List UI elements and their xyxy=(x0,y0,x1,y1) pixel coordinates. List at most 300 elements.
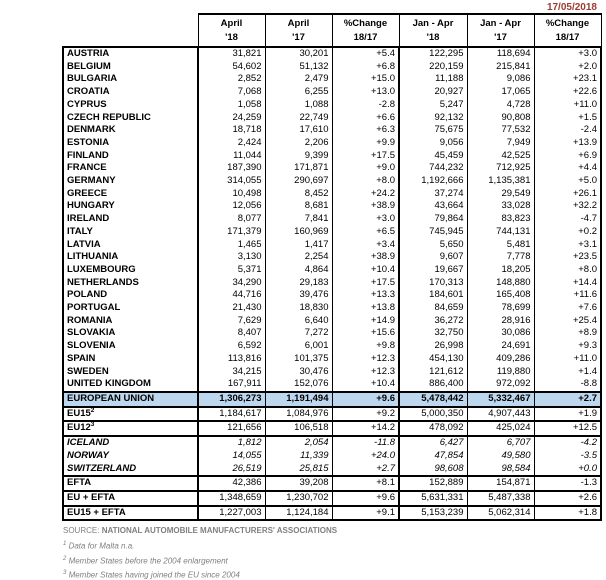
table-row-united-kingdom xyxy=(63,378,601,392)
value-cell: 167,911 xyxy=(198,378,265,392)
row-label: SPAIN xyxy=(63,353,198,366)
value-cell: -4.7 xyxy=(534,213,601,226)
footnote-marker: 3 xyxy=(90,421,95,429)
value-cell: 744,232 xyxy=(399,162,467,175)
value-cell: 2,054 xyxy=(265,436,332,450)
value-cell: +6.8 xyxy=(332,61,399,74)
table-row-croatia xyxy=(63,86,601,99)
value-cell: 14,055 xyxy=(198,450,265,463)
value-cell: 1,230,702 xyxy=(265,491,332,506)
value-cell: +2.7 xyxy=(534,392,601,407)
table-row-eu-efta xyxy=(63,491,601,506)
value-cell: 122,295 xyxy=(399,47,467,61)
table-row-denmark xyxy=(63,124,601,137)
value-cell: 1,348,659 xyxy=(198,491,265,506)
value-cell: 54,602 xyxy=(198,61,265,74)
value-cell: 2,206 xyxy=(265,137,332,150)
value-cell: 5,478,442 xyxy=(399,392,467,407)
table-row-cyprus xyxy=(63,99,601,112)
report-date: 17/05/2018 xyxy=(546,2,597,13)
table-row-greece xyxy=(63,188,601,201)
value-cell: +26.1 xyxy=(534,188,601,201)
value-cell: 18,205 xyxy=(467,264,534,277)
value-cell: +2.0 xyxy=(534,61,601,74)
row-label: IRELAND xyxy=(63,213,198,226)
value-cell: +5.0 xyxy=(534,175,601,188)
value-cell: +0.2 xyxy=(534,226,601,239)
value-cell: -11.8 xyxy=(332,436,399,450)
value-cell: 9,399 xyxy=(265,150,332,163)
value-cell: 5,371 xyxy=(198,264,265,277)
value-cell: 7,841 xyxy=(265,213,332,226)
row-label: CROATIA xyxy=(63,86,198,99)
value-cell: 187,390 xyxy=(198,162,265,175)
value-cell: 1,465 xyxy=(198,239,265,252)
value-cell: 37,274 xyxy=(399,188,467,201)
value-cell: 3,130 xyxy=(198,251,265,264)
value-cell: 5,487,338 xyxy=(467,491,534,506)
value-cell: -3.5 xyxy=(534,450,601,463)
row-label: FINLAND xyxy=(63,150,198,163)
value-cell: 44,716 xyxy=(198,289,265,302)
value-cell: +2.6 xyxy=(534,491,601,506)
row-label: UNITED KINGDOM xyxy=(63,378,198,392)
table-row-efta xyxy=(63,476,601,491)
row-label: SWITZERLAND xyxy=(63,463,198,477)
value-cell: +12.3 xyxy=(332,353,399,366)
value-cell: 9,607 xyxy=(399,251,467,264)
value-cell: 31,821 xyxy=(198,47,265,61)
row-label: SLOVENIA xyxy=(63,340,198,353)
row-label: BULGARIA xyxy=(63,73,198,86)
value-cell: 6,707 xyxy=(467,436,534,450)
value-cell: +22.6 xyxy=(534,86,601,99)
value-cell: +0.0 xyxy=(534,463,601,477)
table-row-belgium xyxy=(63,61,601,74)
value-cell: 5,631,331 xyxy=(399,491,467,506)
value-cell: 2,479 xyxy=(265,73,332,86)
table-row-luxembourg xyxy=(63,264,601,277)
value-cell: 10,498 xyxy=(198,188,265,201)
value-cell: 45,459 xyxy=(399,150,467,163)
registrations-table xyxy=(62,13,602,521)
value-cell: 18,830 xyxy=(265,302,332,315)
value-cell: 11,044 xyxy=(198,150,265,163)
value-cell: +1.5 xyxy=(534,112,601,125)
table-row-romania xyxy=(63,315,601,328)
value-cell: 425,024 xyxy=(467,421,534,436)
value-cell: 1,417 xyxy=(265,239,332,252)
table-row-estonia xyxy=(63,137,601,150)
value-cell: +3.0 xyxy=(534,47,601,61)
value-cell: 4,728 xyxy=(467,99,534,112)
value-cell: 42,386 xyxy=(198,476,265,491)
value-cell: 17,610 xyxy=(265,124,332,137)
value-cell: 8,077 xyxy=(198,213,265,226)
value-cell: 1,191,494 xyxy=(265,392,332,407)
table-row-spain xyxy=(63,353,601,366)
value-cell: 171,871 xyxy=(265,162,332,175)
value-cell: 92,132 xyxy=(399,112,467,125)
value-cell: 745,945 xyxy=(399,226,467,239)
value-cell: 9,086 xyxy=(467,73,534,86)
value-cell: 118,694 xyxy=(467,47,534,61)
value-cell: +13.8 xyxy=(332,302,399,315)
value-cell: 6,592 xyxy=(198,340,265,353)
value-cell: 6,427 xyxy=(399,436,467,450)
value-cell: -4.2 xyxy=(534,436,601,450)
value-cell: 171,379 xyxy=(198,226,265,239)
value-cell: 9,056 xyxy=(399,137,467,150)
value-cell: +8.1 xyxy=(332,476,399,491)
row-label: DENMARK xyxy=(63,124,198,137)
value-cell: 39,476 xyxy=(265,289,332,302)
value-cell: 22,749 xyxy=(265,112,332,125)
table-row-sweden xyxy=(63,366,601,379)
value-cell: 77,532 xyxy=(467,124,534,137)
value-cell: 5,153,239 xyxy=(399,506,467,521)
value-cell: 6,640 xyxy=(265,315,332,328)
value-cell: 39,208 xyxy=(265,476,332,491)
value-cell: 4,864 xyxy=(265,264,332,277)
value-cell: 160,969 xyxy=(265,226,332,239)
row-label: FRANCE xyxy=(63,162,198,175)
source-line xyxy=(63,526,337,535)
value-cell: 5,000,350 xyxy=(399,407,467,422)
row-label: PORTUGAL xyxy=(63,302,198,315)
value-cell: +6.5 xyxy=(332,226,399,239)
value-cell: 154,871 xyxy=(467,476,534,491)
value-cell: 36,272 xyxy=(399,315,467,328)
value-cell: -2.8 xyxy=(332,99,399,112)
value-cell: +25.4 xyxy=(534,315,601,328)
value-cell: +11.0 xyxy=(534,353,601,366)
value-cell: 409,286 xyxy=(467,353,534,366)
value-cell: 2,852 xyxy=(198,73,265,86)
row-label: EU15$^2$ xyxy=(63,407,198,422)
table-row-iceland xyxy=(63,436,601,450)
value-cell: 29,183 xyxy=(265,277,332,290)
value-cell: 5,247 xyxy=(399,99,467,112)
column-header: April '17 xyxy=(265,14,332,47)
value-cell: 1,088 xyxy=(265,99,332,112)
value-cell: 1,227,003 xyxy=(198,506,265,521)
value-cell: 49,580 xyxy=(467,450,534,463)
value-cell: 5,481 xyxy=(467,239,534,252)
value-cell: 30,201 xyxy=(265,47,332,61)
value-cell: 7,949 xyxy=(467,137,534,150)
value-cell: 886,400 xyxy=(399,378,467,392)
value-cell: +38.9 xyxy=(332,251,399,264)
value-cell: +10.4 xyxy=(332,378,399,392)
value-cell: 152,076 xyxy=(265,378,332,392)
value-cell: -2.4 xyxy=(534,124,601,137)
value-cell: 119,880 xyxy=(467,366,534,379)
value-cell: 101,375 xyxy=(265,353,332,366)
table-row-slovenia xyxy=(63,340,601,353)
table-row-austria xyxy=(63,47,601,61)
table-row-hungary xyxy=(63,200,601,213)
value-cell: 215,841 xyxy=(467,61,534,74)
source-label: SOURCE: xyxy=(63,526,100,535)
value-cell: +32.2 xyxy=(534,200,601,213)
value-cell: 28,916 xyxy=(467,315,534,328)
value-cell: 121,656 xyxy=(198,421,265,436)
header-row xyxy=(63,14,601,47)
row-label: ROMANIA xyxy=(63,315,198,328)
value-cell: 30,476 xyxy=(265,366,332,379)
value-cell: +9.6 xyxy=(332,491,399,506)
value-cell: 17,065 xyxy=(467,86,534,99)
value-cell: +7.6 xyxy=(534,302,601,315)
value-cell: 8,681 xyxy=(265,200,332,213)
value-cell: 1,306,273 xyxy=(198,392,265,407)
value-cell: +15.0 xyxy=(332,73,399,86)
value-cell: 75,675 xyxy=(399,124,467,137)
table-row-ireland xyxy=(63,213,601,226)
value-cell: +3.4 xyxy=(332,239,399,252)
value-cell: 19,667 xyxy=(399,264,467,277)
value-cell: 290,697 xyxy=(265,175,332,188)
value-cell: +13.3 xyxy=(332,289,399,302)
row-label: NETHERLANDS xyxy=(63,277,198,290)
row-label: HUNGARY xyxy=(63,200,198,213)
table-row-portugal xyxy=(63,302,601,315)
row-label: GREECE xyxy=(63,188,198,201)
value-cell: 7,778 xyxy=(467,251,534,264)
row-label: NORWAY xyxy=(63,450,198,463)
row-label: LITHUANIA xyxy=(63,251,198,264)
value-cell: +3.1 xyxy=(534,239,601,252)
table-row-eu12 xyxy=(63,421,601,436)
value-cell: +9.1 xyxy=(332,506,399,521)
value-cell: +6.3 xyxy=(332,124,399,137)
value-cell: 220,159 xyxy=(399,61,467,74)
value-cell: 7,068 xyxy=(198,86,265,99)
row-label: SLOVAKIA xyxy=(63,327,198,340)
value-cell: 90,808 xyxy=(467,112,534,125)
value-cell: 51,132 xyxy=(265,61,332,74)
value-cell: 24,259 xyxy=(198,112,265,125)
table-row-lithuania xyxy=(63,251,601,264)
row-label: ESTONIA xyxy=(63,137,198,150)
value-cell: +15.6 xyxy=(332,327,399,340)
value-cell: +4.4 xyxy=(534,162,601,175)
value-cell: +9.3 xyxy=(534,340,601,353)
value-cell: +9.8 xyxy=(332,340,399,353)
value-cell: 25,815 xyxy=(265,463,332,477)
value-cell: +9.6 xyxy=(332,392,399,407)
value-cell: 1,084,976 xyxy=(265,407,332,422)
column-header: %Change 18/17 xyxy=(332,14,399,47)
column-header: Jan - Apr '18 xyxy=(399,14,467,47)
value-cell: 18,718 xyxy=(198,124,265,137)
value-cell: 98,584 xyxy=(467,463,534,477)
row-label: EFTA xyxy=(63,476,198,491)
row-label: EU + EFTA xyxy=(63,491,198,506)
table-row-norway xyxy=(63,450,601,463)
value-cell: +1.8 xyxy=(534,506,601,521)
value-cell: +11.0 xyxy=(534,99,601,112)
value-cell: 972,092 xyxy=(467,378,534,392)
value-cell: +13.0 xyxy=(332,86,399,99)
value-cell: +3.0 xyxy=(332,213,399,226)
value-cell: +9.2 xyxy=(332,407,399,422)
row-label: EUROPEAN UNION xyxy=(63,392,198,407)
value-cell: 148,880 xyxy=(467,277,534,290)
value-cell: 6,255 xyxy=(265,86,332,99)
column-header: %Change 18/17 xyxy=(534,14,601,47)
row-label: ICELAND xyxy=(63,436,198,450)
footnote-line: $^1$ Data for Malta n.a. xyxy=(63,541,135,551)
source-text: NATIONAL AUTOMOBILE MANUFACTURERS' ASSOCIATIONS xyxy=(101,526,338,535)
value-cell: 42,525 xyxy=(467,150,534,163)
value-cell: +17.5 xyxy=(332,150,399,163)
value-cell: 83,823 xyxy=(467,213,534,226)
value-cell: +8.9 xyxy=(534,327,601,340)
value-cell: 152,889 xyxy=(399,476,467,491)
value-cell: +10.4 xyxy=(332,264,399,277)
value-cell: 11,339 xyxy=(265,450,332,463)
value-cell: 8,407 xyxy=(198,327,265,340)
header-corner-blank xyxy=(63,14,198,47)
value-cell: 8,452 xyxy=(265,188,332,201)
footnotes xyxy=(63,541,240,580)
value-cell: -8.8 xyxy=(534,378,601,392)
value-cell: +9.9 xyxy=(332,137,399,150)
value-cell: 98,608 xyxy=(399,463,467,477)
value-cell: 79,864 xyxy=(399,213,467,226)
value-cell: 170,313 xyxy=(399,277,467,290)
value-cell: +24.2 xyxy=(332,188,399,201)
value-cell: +5.4 xyxy=(332,47,399,61)
value-cell: +14.4 xyxy=(534,277,601,290)
value-cell: +2.7 xyxy=(332,463,399,477)
row-label: LUXEMBOURG xyxy=(63,264,198,277)
value-cell: 1,184,617 xyxy=(198,407,265,422)
value-cell: 47,854 xyxy=(399,450,467,463)
value-cell: 1,192,666 xyxy=(399,175,467,188)
value-cell: 20,927 xyxy=(399,86,467,99)
value-cell: 11,188 xyxy=(399,73,467,86)
value-cell: 2,254 xyxy=(265,251,332,264)
value-cell: 478,092 xyxy=(399,421,467,436)
column-header: April '18 xyxy=(198,14,265,47)
value-cell: 34,290 xyxy=(198,277,265,290)
value-cell: +8.0 xyxy=(332,175,399,188)
table-body xyxy=(63,47,601,520)
value-cell: 6,001 xyxy=(265,340,332,353)
value-cell: 29,549 xyxy=(467,188,534,201)
value-cell: 43,664 xyxy=(399,200,467,213)
value-cell: 84,659 xyxy=(399,302,467,315)
value-cell: +14.2 xyxy=(332,421,399,436)
table-row-eu15-efta xyxy=(63,506,601,521)
footnote-marker: 2 xyxy=(90,406,95,414)
value-cell: 24,691 xyxy=(467,340,534,353)
value-cell: 5,332,467 xyxy=(467,392,534,407)
table-row-switzerland xyxy=(63,463,601,477)
value-cell: +12.5 xyxy=(534,421,601,436)
column-header: Jan - Apr '17 xyxy=(467,14,534,47)
value-cell: +1.9 xyxy=(534,407,601,422)
table-row-france xyxy=(63,162,601,175)
table-row-latvia xyxy=(63,239,601,252)
value-cell: 113,816 xyxy=(198,353,265,366)
row-label: LATVIA xyxy=(63,239,198,252)
value-cell: +1.4 xyxy=(534,366,601,379)
value-cell: 26,998 xyxy=(399,340,467,353)
table-row-germany xyxy=(63,175,601,188)
value-cell: 184,601 xyxy=(399,289,467,302)
value-cell: 33,028 xyxy=(467,200,534,213)
value-cell: +9.0 xyxy=(332,162,399,175)
row-label: AUSTRIA xyxy=(63,47,198,61)
value-cell: 4,907,443 xyxy=(467,407,534,422)
value-cell: +24.0 xyxy=(332,450,399,463)
value-cell: +11.6 xyxy=(534,289,601,302)
value-cell: 314,055 xyxy=(198,175,265,188)
value-cell: 121,612 xyxy=(399,366,467,379)
row-label: BELGIUM xyxy=(63,61,198,74)
value-cell: +6.9 xyxy=(534,150,601,163)
value-cell: 32,750 xyxy=(399,327,467,340)
table-row-poland xyxy=(63,289,601,302)
table-row-czech-republic xyxy=(63,112,601,125)
value-cell: 7,629 xyxy=(198,315,265,328)
value-cell: 21,430 xyxy=(198,302,265,315)
value-cell: 78,699 xyxy=(467,302,534,315)
value-cell: +12.3 xyxy=(332,366,399,379)
value-cell: 5,062,314 xyxy=(467,506,534,521)
footnote-line: $^2$ Member States before the 2004 enlargement xyxy=(63,555,228,566)
table-row-bulgaria xyxy=(63,73,601,86)
value-cell: +17.5 xyxy=(332,277,399,290)
row-label: CYPRUS xyxy=(63,99,198,112)
row-label: SWEDEN xyxy=(63,366,198,379)
value-cell: 1,058 xyxy=(198,99,265,112)
row-label: GERMANY xyxy=(63,175,198,188)
table-row-european-union xyxy=(63,392,601,407)
value-cell: 2,424 xyxy=(198,137,265,150)
value-cell: 26,519 xyxy=(198,463,265,477)
value-cell: 1,124,184 xyxy=(265,506,332,521)
table-row-slovakia xyxy=(63,327,601,340)
footnote-line: $^3$ Member States having joined the EU since 2004 xyxy=(63,570,240,580)
value-cell: 5,650 xyxy=(399,239,467,252)
value-cell: 34,215 xyxy=(198,366,265,379)
table-row-eu15 xyxy=(63,407,601,422)
value-cell: 30,086 xyxy=(467,327,534,340)
value-cell: 744,131 xyxy=(467,226,534,239)
row-label: EU15 + EFTA xyxy=(63,506,198,521)
value-cell: 12,056 xyxy=(198,200,265,213)
table-row-netherlands xyxy=(63,277,601,290)
table-header xyxy=(63,14,601,47)
value-cell: +38.9 xyxy=(332,200,399,213)
value-cell: 7,272 xyxy=(265,327,332,340)
value-cell: +23.1 xyxy=(534,73,601,86)
value-cell: +23.5 xyxy=(534,251,601,264)
row-label: ITALY xyxy=(63,226,198,239)
value-cell: 106,518 xyxy=(265,421,332,436)
table-row-finland xyxy=(63,150,601,163)
value-cell: +8.0 xyxy=(534,264,601,277)
value-cell: 1,135,381 xyxy=(467,175,534,188)
table-row-italy xyxy=(63,226,601,239)
value-cell: 1,812 xyxy=(198,436,265,450)
value-cell: 165,408 xyxy=(467,289,534,302)
